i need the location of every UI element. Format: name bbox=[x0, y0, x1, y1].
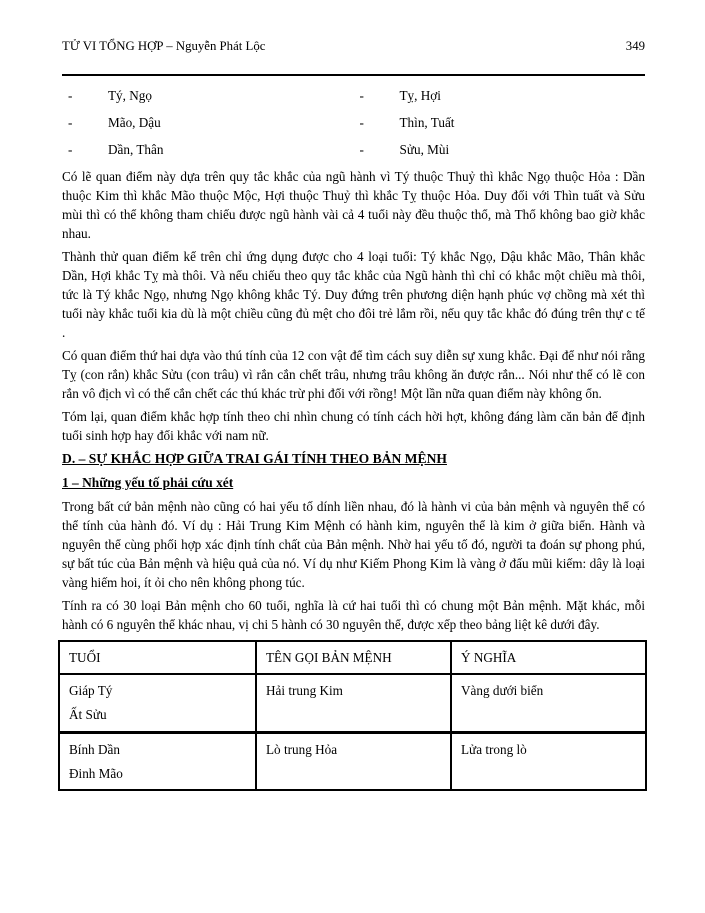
cell-y-nghia: Vàng dưới biển bbox=[451, 674, 646, 732]
age-line: Đinh Mão bbox=[69, 765, 123, 781]
table-row bbox=[59, 674, 646, 732]
cell-ten-goi: Lò trung Hỏa bbox=[256, 732, 451, 790]
paragraph-ngu-hanh: Có lẽ quan điểm này dựa trên quy tắc khắc của ngũ hành vì Tý thuộc Thuỷ thì khắc Ngọ thuộc Hỏa : Dần thuộc Kim thì khắc Mão thuộc Mộc, Hợi thuộc Thuỷ thì khắc Tỵ thuộc Hỏa. Duy đối với Thìn tuất và Sửu mùi thì có thể không tham chiếu được ngũ hành vài cả 4 tuổi này đều thuộc thổ, mà Thổ không bao giờ khắc nhau. bbox=[62, 169, 645, 241]
age-line: Ất Sửu bbox=[69, 707, 107, 722]
age-line: Bính Dần bbox=[69, 741, 120, 757]
table-row bbox=[59, 732, 646, 790]
paragraph-ban-menh: Trong bất cứ bản mệnh nào cũng có hai yếu tố dính liền nhau, đó là hành vi của bản mệnh và nguyên thể có thể tính của hành đó. Ví dụ : Hải Trung Kim Mệnh có hành kim, nguyên thể là kim ở giữa biển. Hành và nguyên thể cùng phối hợp xác định tính chất của Bản mệnh. Nhờ hai yếu tố đó, người ta đoán sự phong phú, sự bất túc của Bản mệnh và hiệu quả của nó. Ví dụ như Kiếm Phong Kim là vàng ở đấu mũi kiếm: dây là loại vàng hiếm hoi, ít ỏi cho nên không phong túc. bbox=[62, 499, 645, 590]
zodiac-pair-right bbox=[354, 113, 646, 132]
zodiac-pair-right bbox=[354, 86, 646, 105]
zodiac-pair-label: Tý, Ngọ bbox=[108, 88, 152, 103]
zodiac-pair-left bbox=[62, 86, 354, 105]
paragraph-bon-loai-tuoi: Thành thử quan điểm kể trên chỉ ứng dụng được cho 4 loại tuổi: Tý khắc Ngọ, Dậu khắc Mão, Thân khắc Dần, Hợi khắc Tỵ mà thôi. Và nếu chiếu theo quy tắc khắc của Ngũ hành thì chỉ có khắc một chiều mà thôi, tức là Tý khắc Ngọ, nhưng Ngọ không khắc Tý. Duy đứng trên phương diện hạnh phúc vợ chồng mà xét thì tuổi này khắc tuổi kia dù là một chiều cũng đủ mệt cho đôi trẻ lắm rồi, nếu quy tắc khắc đó đúng trên thự c tế . bbox=[62, 249, 645, 340]
cell-tuoi bbox=[59, 674, 256, 732]
zodiac-pair-row bbox=[62, 140, 645, 159]
table-header-ten-goi-ban-menh: TÊN GỌI BẢN MỆNH bbox=[256, 641, 451, 674]
zodiac-pair-left bbox=[62, 113, 354, 132]
zodiac-pair-label: Mão, Dậu bbox=[108, 115, 161, 130]
table-header-row bbox=[59, 641, 646, 674]
dash-bullet: - bbox=[359, 142, 364, 157]
header-rule bbox=[62, 74, 645, 76]
cell-y-nghia: Lửa trong lò bbox=[451, 732, 646, 790]
age-line: Giáp Tý bbox=[69, 683, 113, 698]
zodiac-pair-label: Thìn, Tuất bbox=[399, 115, 455, 130]
zodiac-pair-right bbox=[354, 140, 646, 159]
cell-tuoi bbox=[59, 732, 256, 790]
section-heading: D. – SỰ KHẮC HỢP GIỮA TRAI GÁI TÍNH THEO BẢN MỆNH bbox=[62, 451, 447, 466]
cell-ten-goi: Hải trung Kim bbox=[256, 674, 451, 732]
dash-bullet: - bbox=[68, 142, 73, 157]
zodiac-pair-left bbox=[62, 140, 354, 159]
ban-menh-table bbox=[58, 640, 647, 791]
table-header-tuoi: TUỔI bbox=[59, 641, 256, 674]
dash-bullet: - bbox=[68, 115, 73, 130]
page-header bbox=[62, 38, 645, 54]
dash-bullet: - bbox=[359, 88, 364, 103]
book-title: TỬ VI TỔNG HỢP – Nguyễn Phát Lộc bbox=[62, 39, 266, 53]
page-number: 349 bbox=[625, 39, 645, 53]
zodiac-pair-row bbox=[62, 113, 645, 132]
paragraph-tom-lai: Tóm lại, quan điểm khắc hợp tính theo chi nhìn chung có tính cách hời hợt, không đáng làm căn bản để định tuổi sinh hợp hay đối khắc với nam nữ. bbox=[62, 409, 645, 443]
subsection-heading: 1 – Những yếu tố phải cứu xét bbox=[62, 475, 234, 490]
zodiac-pair-label: Dần, Thân bbox=[108, 142, 164, 157]
zodiac-pair-row bbox=[62, 86, 645, 105]
zodiac-pair-label: Tỵ, Hợi bbox=[399, 88, 441, 103]
dash-bullet: - bbox=[68, 88, 73, 103]
zodiac-pair-label: Sửu, Mùi bbox=[399, 142, 450, 157]
paragraph-30-loai: Tính ra có 30 loại Bản mệnh cho 60 tuổi, nghĩa là cứ hai tuổi thì có chung một Bản mệnh. Mặt khác, mỗi hành có 6 nguyên thể khác nhau, vị chi 5 hành có 30 nguyên thể, được xếp theo bảng liệt kê dưới đây. bbox=[62, 598, 645, 632]
zodiac-pair-list bbox=[62, 86, 645, 159]
table-header-y-nghia: Ý NGHĨA bbox=[451, 641, 646, 674]
dash-bullet: - bbox=[359, 115, 364, 130]
paragraph-thu-tinh: Có quan điểm thứ hai dựa vào thú tính của 12 con vật để tìm cách suy diễn sự xung khắc. Đại để như nói rằng Tỵ (con rắn) khắc Sửu (con trâu) vì rắn cắn chết trâu, nhưng trâu không ăn được rắn... Nói như thế có lẽ con rắn vô địch vì có thể cắn chết các thú khác trừ phi đối với rồng! Một lần nữa quan điểm này không ổn. bbox=[62, 348, 645, 401]
